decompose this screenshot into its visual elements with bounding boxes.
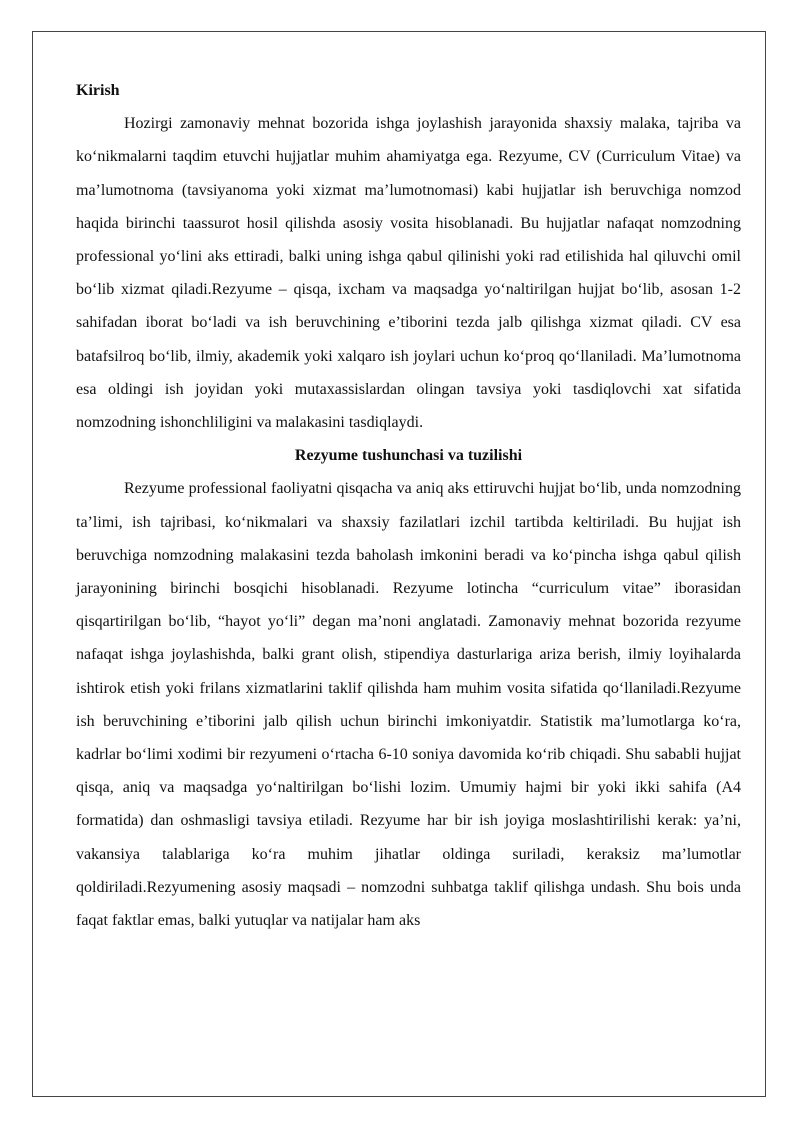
- intro-heading: Kirish: [76, 82, 120, 99]
- section-heading: Rezyume tushunchasi va tuzilishi: [294, 447, 523, 465]
- section-paragraph: Rezyume professional faoliyatni qisqacha va aniq aks ettiruvchi hujjat bo‘lib, unda nomzodning ta’limi, ish tajribasi, ko‘nikmalari va shaxsiy fazilatlari izchil tartibda keltiriladi. Bu hujjat ish beruvchiga nomzodning malakasini tezda baholash imkonini beradi va ko‘pincha ishga qabul qilish jarayonining birinchi bosqichi hisoblanadi. Rezyume lotincha “curriculum vitae” iborasidan qisqartirilgan bo‘lib, “hayot yo‘li” degan ma’noni anglatadi. Zamonaviy mehnat bozorida rezyume nafaqat ishga joylashishda, balki grant olish, stipendiya dasturlariga ariza berish, ilmiy loyihalarda ishtirok etish yoki frilans xizmatlarini taklif qilishda ham muhim vosita sifatida qo‘llaniladi.Rezyume ish beruvchining e’tiborini jalb qilish uchun birinchi imkoniyatdir. Statistik ma’lumotlarga ko‘ra, kadrlar bo‘limi xodimi bir rezyumeni o‘rtacha 6-10 soniya davomida ko‘rib chiqadi. Shu sababli hujjat qisqa, aniq va maqsadga yo‘naltirilgan bo‘lishi lozim. Umumiy hajmi bir yoki ikki sahifa (A4 formatida) dan oshmasligi tavsiya etiladi. Rezyume har bir ish joyiga moslashtirilishi kerak: ya’ni, vakansiya talablariga ko‘ra muhim jihatlar oldinga suriladi, keraksiz ma’lumotlar qoldiriladi.Rezyumening asosiy maqsadi – nomzodni suhbatga taklif qilishga undash. Shu bois unda faqat faktlar emas, balki yutuqlar va natijalar ham aks: [76, 480, 741, 930]
- document-body: [76, 74, 741, 937]
- intro-paragraph: Hozirgi zamonaviy mehnat bozorida ishga joylashish jarayonida shaxsiy malaka, tajriba va ko‘nikmalarni taqdim etuvchi hujjatlar muhim ahamiyatga ega. Rezyume, CV (Curriculum Vitae) va ma’lumotnoma (tavsiyanoma yoki xizmat ma’lumotnomasi) kabi hujjatlar ish beruvchiga nomzod haqida birinchi taassurot hosil qilishda asosiy vosita hisoblanadi. Bu hujjatlar nafaqat nomzodning professional yo‘lini aks ettiradi, balki uning ishga qabul qilinishi yoki rad etilishida hal qiluvchi omil bo‘lib xizmat qiladi.Rezyume – qisqa, ixcham va maqsadga yo‘naltirilgan hujjat bo‘lib, asosan 1-2 sahifadan iborat bo‘ladi va ish beruvchining e’tiborini tezda jalb qilishga xizmat qiladi. CV esa batafsilroq bo‘lib, ilmiy, akademik yoki xalqaro ish joylari uchun ko‘proq qo‘llaniladi. Ma’lumotnoma esa oldingi ish joyidan yoki mutaxassislardan olingan tavsiya yoki tasdiqlovchi xat sifatida nomzodning ishonchliligini va malakasini tasdiqlaydi.: [76, 115, 741, 432]
